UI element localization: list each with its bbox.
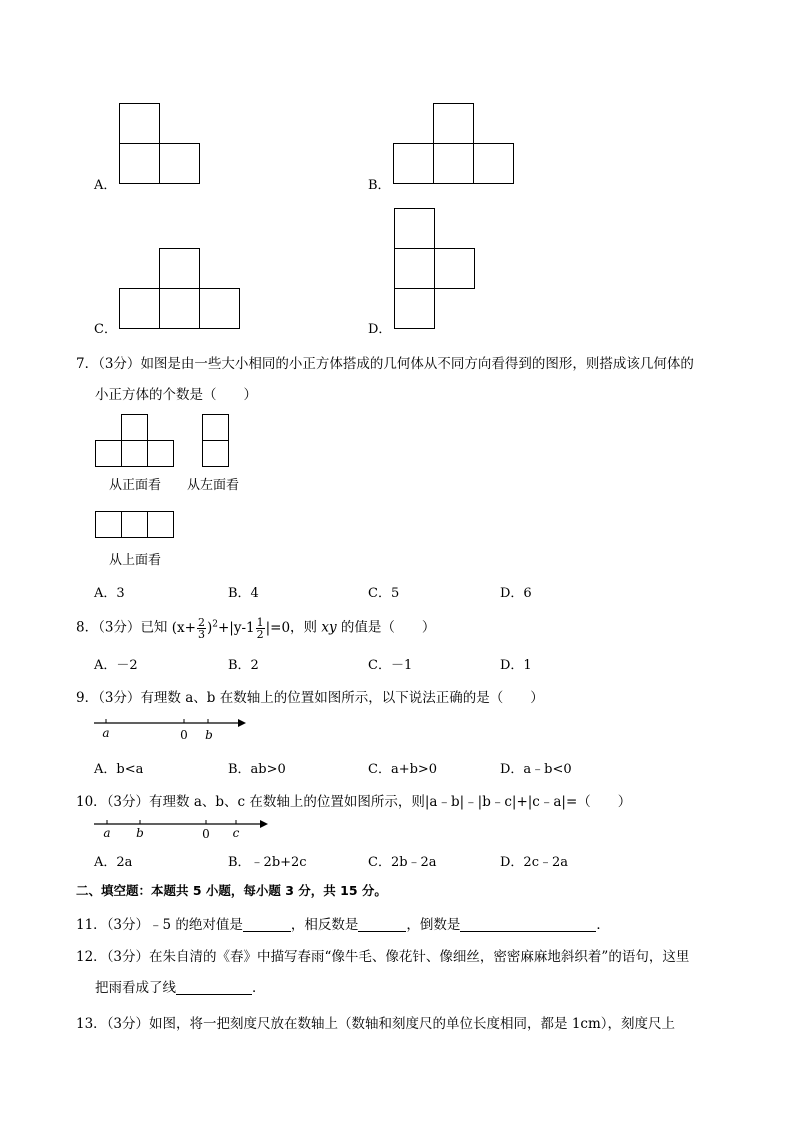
question-13: 13．（3分）如图，将一把刻度尺放在数轴上（数轴和刻度尺的单位长度相同，都是 1cm），刻度尺上 xyxy=(76,1016,676,1032)
arrow-icon xyxy=(238,719,246,727)
q10-line: 10．（3分）有理数 a、b、c 在数轴上的位置如图所示，则|a﹣b|﹣|b﹣c|+|c﹣a|=（ ） xyxy=(76,794,632,810)
arrow-icon xyxy=(260,820,268,828)
q10-number-line xyxy=(92,814,272,844)
square-cell xyxy=(394,248,435,289)
square-cell xyxy=(119,288,160,329)
q7-option-b: B．4 xyxy=(228,586,259,601)
q10-option-d: D．2c﹣2a xyxy=(500,855,568,870)
axis-label-a: a xyxy=(102,726,110,740)
q8-option-a: A．－2 xyxy=(94,658,138,673)
square-cell xyxy=(394,288,435,329)
option-label-d: D． xyxy=(368,322,392,337)
square-cell xyxy=(434,248,475,289)
square-cell xyxy=(159,248,200,289)
square-cell xyxy=(95,440,122,467)
q9-number-line xyxy=(92,712,252,744)
caption-left-view: 从左面看 xyxy=(187,478,240,493)
caption-top-view: 从上面看 xyxy=(109,553,162,568)
q7-option-c: C．5 xyxy=(368,586,400,601)
answer-blank[interactable] xyxy=(176,980,252,995)
option-label-b: B． xyxy=(368,178,391,193)
q7-option-d: D．6 xyxy=(500,586,532,601)
q10-option-b: B．﹣2b+2c xyxy=(228,855,307,870)
q8-formula: (x+ $\frac{2}{3}$ )$^2$+|y-1 $\frac{1}{2}$ |=0 xyxy=(171,615,291,641)
square-cell xyxy=(433,103,474,144)
q10-option-a: A．2a xyxy=(94,855,133,870)
q8-line: 8．（3分）已知 (x+ $\frac{2}{3}$ )$^2$+|y-1 $\frac{1}{2}$ |=0，则 xy 的值是（ ） xyxy=(76,615,436,641)
q7-line1: 7．（3分）如图是由一些大小相同的小正方体搭成的几何体从不同方向看得到的图形，则搭成该几何体的 xyxy=(76,356,694,372)
fraction: $\frac{2}{3}$ xyxy=(197,615,205,641)
square-cell xyxy=(394,208,435,249)
question-11: 11．（3分）﹣5 的绝对值是 ，相反数是 ，倒数是 ． xyxy=(76,917,610,933)
q12-line2: 把雨看成了线 ． xyxy=(95,980,266,996)
axis-label-b: b xyxy=(205,728,213,742)
axis-label-zero: 0 xyxy=(202,827,210,841)
square-cell xyxy=(433,143,474,184)
square-cell xyxy=(159,143,200,184)
q9-option-d: D．a﹣b<0 xyxy=(500,762,572,777)
answer-blank[interactable] xyxy=(243,917,291,932)
square-cell xyxy=(202,414,229,441)
option-label-c: C． xyxy=(94,322,117,337)
q9-option-c: C．a+b>0 xyxy=(368,762,438,777)
axis-label-c: c xyxy=(232,826,240,840)
axis-label-zero: 0 xyxy=(180,728,188,742)
axis-label-a: a xyxy=(103,826,111,840)
square-cell xyxy=(121,511,148,538)
square-cell xyxy=(121,440,148,467)
square-cell xyxy=(473,143,514,184)
q7-option-a: A．3 xyxy=(94,586,125,601)
q12-line1: 12．（3分）在朱自清的《春》中描写春雨“像牛毛、像花针、像细丝，密密麻麻地斜织着”的语句，这里 xyxy=(76,949,690,965)
square-cell xyxy=(199,288,240,329)
caption-front-view: 从正面看 xyxy=(109,478,162,493)
q9-line: 9．（3分）有理数 a、b 在数轴上的位置如图所示，以下说法正确的是（ ） xyxy=(76,690,544,706)
option-label-a: A． xyxy=(94,178,117,193)
q8-option-d: D．1 xyxy=(500,658,532,673)
square-cell xyxy=(159,288,200,329)
answer-blank[interactable] xyxy=(460,917,596,932)
square-cell xyxy=(147,511,174,538)
fraction: $\frac{1}{2}$ xyxy=(256,615,264,641)
q7-line2: 小正方体的个数是（ ） xyxy=(95,387,257,403)
axis-label-b: b xyxy=(136,826,144,840)
q9-option-a: A．b<a xyxy=(94,762,144,777)
q10-option-c: C．2b﹣2a xyxy=(368,855,437,870)
section-heading: 二、填空题：本题共 5 小题，每小题 3 分，共 15 分。 xyxy=(76,883,387,898)
square-cell xyxy=(119,143,160,184)
q8-option-b: B．2 xyxy=(228,658,259,673)
q9-option-b: B．ab>0 xyxy=(228,762,286,777)
square-cell xyxy=(202,440,229,467)
square-cell xyxy=(147,440,174,467)
square-cell xyxy=(121,414,148,441)
square-cell xyxy=(393,143,434,184)
answer-blank[interactable] xyxy=(358,917,406,932)
square-cell xyxy=(95,511,122,538)
q8-option-c: C．－1 xyxy=(368,658,413,673)
square-cell xyxy=(119,103,160,144)
